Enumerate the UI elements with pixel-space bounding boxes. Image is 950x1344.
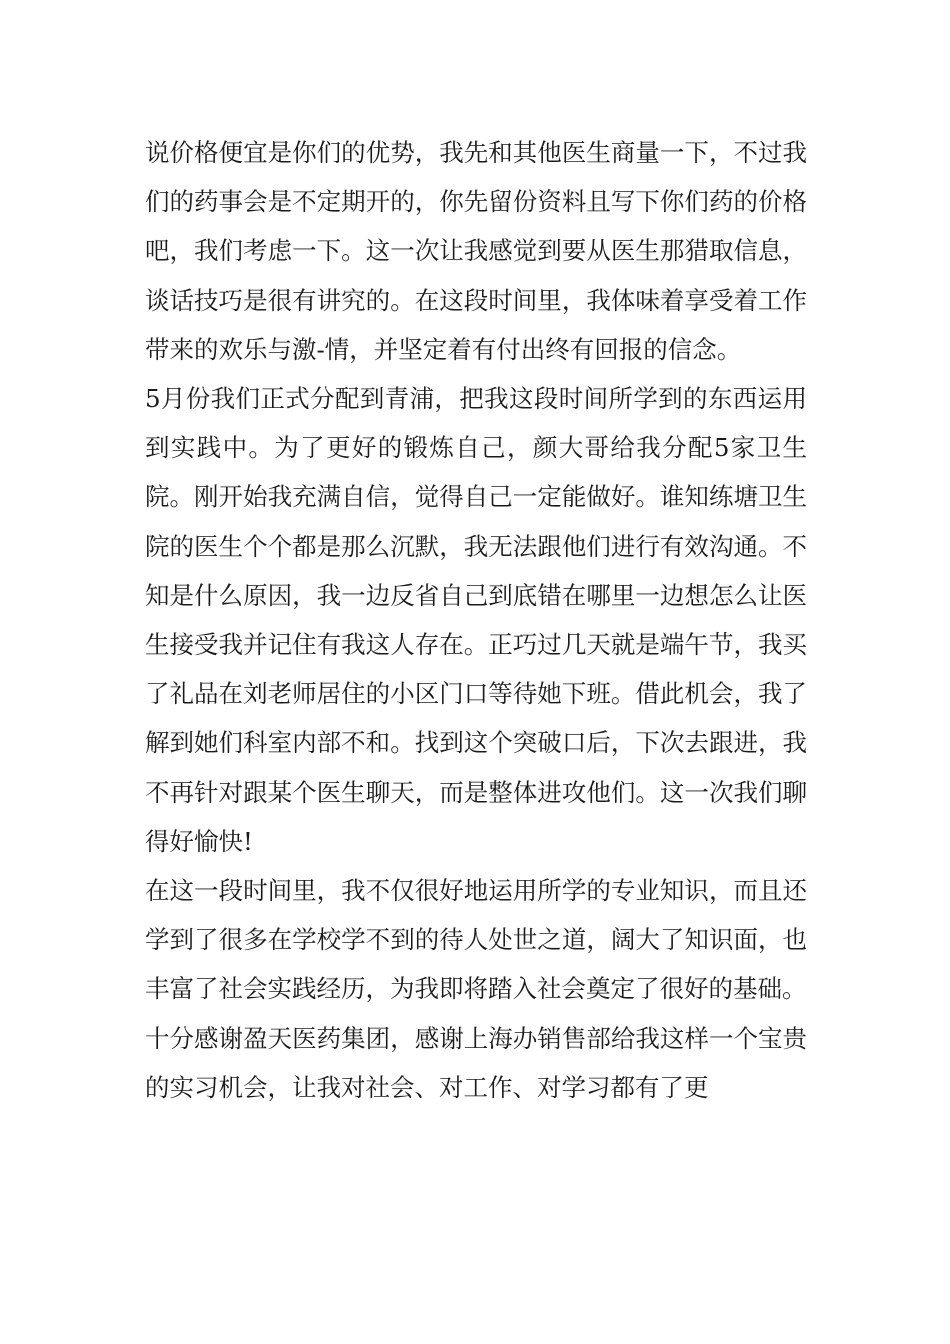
paragraph-3: 在这一段时间里，我不仅很好地运用所学的专业知识，而且还学到了很多在学校学不到的待人处世之道，阔大了知识面，也丰富了社会实践经历，为我即将踏入社会奠定了很好的基础。 [145,876,807,1004]
paragraph-4: 十分感谢盈天医药集团，感谢上海办销售部给我这样一个宝贵的实习机会，让我对社会、对工作、对学习都有了更 [145,1023,807,1102]
paragraph-2: 5月份我们正式分配到青浦，把我这段时间所学到的东西运用到实践中。为了更好的锻炼自己，颜大哥给我分配5家卫生院。刚开始我充满自信，觉得自己一定能做好。谁知练塘卫生院的医生个个都是那么沉默，我无法跟他们进行有效沟通。不知是什么原因，我一边反省自己到底错在哪里一边想怎么让医生接受我并记住有我这人存在。正巧过几天就是端午节，我买了礼品在刘老师居住的小区门口等待她下班。借此机会，我了解到她们科室内部不和。找到这个突破口后，下次去跟进，我不再针对跟某个医生聊天，而是整体进攻他们。这一次我们聊得好愉快! [145,384,807,856]
paragraph-1: 说价格便宜是你们的优势，我先和其他医生商量一下，不过我们的药事会是不定期开的，你先留份资料且写下你们药的价格吧，我们考虑一下。这一次让我感觉到要从医生那猎取信息，谈话技巧是很有讲究的。在这段时间里，我体味着享受着工作带来的欢乐与激-情，并坚定着有付出终有回报的信念。 [145,138,807,364]
document-body [145,128,807,1112]
